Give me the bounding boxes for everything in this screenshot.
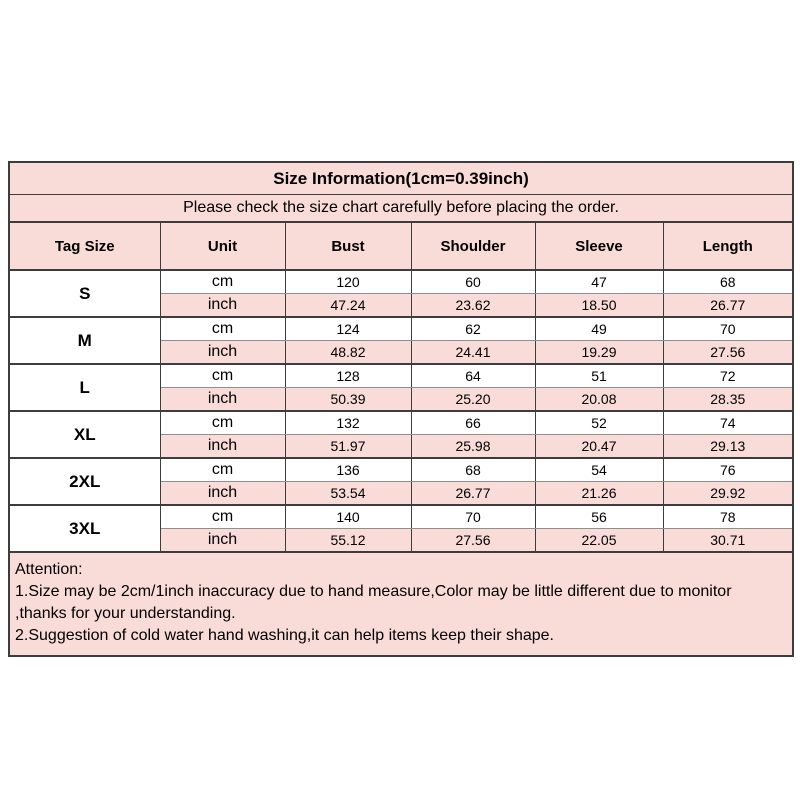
- measurement-cell: 25.98: [411, 435, 535, 459]
- measurement-cell: 53.54: [285, 482, 411, 506]
- measurement-cell: 52: [535, 411, 663, 435]
- subtitle-row: [9, 195, 793, 223]
- measurement-cell: 70: [663, 317, 793, 341]
- row-s-cm: [9, 270, 793, 294]
- measurement-cell: 24.41: [411, 341, 535, 365]
- measurement-cell: 120: [285, 270, 411, 294]
- measurement-cell: 76: [663, 458, 793, 482]
- measurement-cell: 68: [411, 458, 535, 482]
- measurement-cell: 18.50: [535, 294, 663, 318]
- measurement-cell: 29.92: [663, 482, 793, 506]
- measurement-cell: 124: [285, 317, 411, 341]
- measurement-cell: 21.26: [535, 482, 663, 506]
- measurement-cell: 47.24: [285, 294, 411, 318]
- column-header-shoulder: Shoulder: [411, 222, 535, 270]
- measurement-cell: 51: [535, 364, 663, 388]
- unit-label-cm: cm: [160, 505, 285, 529]
- measurement-cell: 27.56: [663, 341, 793, 365]
- unit-label-inch: inch: [160, 482, 285, 506]
- measurement-cell: 25.20: [411, 388, 535, 412]
- measurement-cell: 64: [411, 364, 535, 388]
- header-row: [9, 222, 793, 270]
- column-header-length: Length: [663, 222, 793, 270]
- unit-label-inch: inch: [160, 435, 285, 459]
- measurement-cell: 27.56: [411, 529, 535, 553]
- measurement-cell: 48.82: [285, 341, 411, 365]
- size-label: 2XL: [9, 458, 160, 505]
- measurement-cell: 26.77: [663, 294, 793, 318]
- row-m-cm: [9, 317, 793, 341]
- measurement-cell: 20.47: [535, 435, 663, 459]
- measurement-cell: 30.71: [663, 529, 793, 553]
- measurement-cell: 26.77: [411, 482, 535, 506]
- measurement-cell: 56: [535, 505, 663, 529]
- table-title: Size Information(1cm=0.39inch): [9, 162, 793, 195]
- measurement-cell: 47: [535, 270, 663, 294]
- measurement-cell: 60: [411, 270, 535, 294]
- measurement-cell: 49: [535, 317, 663, 341]
- measurement-cell: 140: [285, 505, 411, 529]
- size-label: 3XL: [9, 505, 160, 552]
- column-header-unit: Unit: [160, 222, 285, 270]
- measurement-cell: 74: [663, 411, 793, 435]
- measurement-cell: 128: [285, 364, 411, 388]
- attention-box: [9, 552, 793, 656]
- attention-note-1: 1.Size may be 2cm/1inch inaccuracy due to hand measure,Color may be little different due to monitor ,thanks for your understanding.: [15, 583, 732, 622]
- unit-label-inch: inch: [160, 294, 285, 318]
- size-label: L: [9, 364, 160, 411]
- attention-note-2: 2.Suggestion of cold water hand washing,it can help items keep their shape.: [15, 627, 554, 644]
- unit-label-cm: cm: [160, 317, 285, 341]
- unit-label-cm: cm: [160, 364, 285, 388]
- measurement-cell: 23.62: [411, 294, 535, 318]
- column-header-sleeve: Sleeve: [535, 222, 663, 270]
- measurement-cell: 29.13: [663, 435, 793, 459]
- unit-label-inch: inch: [160, 388, 285, 412]
- row-2xl-cm: [9, 458, 793, 482]
- unit-label-inch: inch: [160, 341, 285, 365]
- measurement-cell: 50.39: [285, 388, 411, 412]
- measurement-cell: 66: [411, 411, 535, 435]
- measurement-cell: 19.29: [535, 341, 663, 365]
- measurement-cell: 72: [663, 364, 793, 388]
- measurement-cell: 28.35: [663, 388, 793, 412]
- measurement-cell: 54: [535, 458, 663, 482]
- size-label: XL: [9, 411, 160, 458]
- unit-label-inch: inch: [160, 529, 285, 553]
- measurement-cell: 20.08: [535, 388, 663, 412]
- measurement-cell: 68: [663, 270, 793, 294]
- measurement-cell: 62: [411, 317, 535, 341]
- measurement-cell: 51.97: [285, 435, 411, 459]
- row-3xl-cm: [9, 505, 793, 529]
- measurement-cell: 136: [285, 458, 411, 482]
- attention-row: [9, 552, 793, 656]
- column-header-bust: Bust: [285, 222, 411, 270]
- row-xl-cm: [9, 411, 793, 435]
- measurement-cell: 78: [663, 505, 793, 529]
- column-header-tag-size: Tag Size: [9, 222, 160, 270]
- title-row: [9, 162, 793, 195]
- unit-label-cm: cm: [160, 270, 285, 294]
- measurement-cell: 55.12: [285, 529, 411, 553]
- size-label: S: [9, 270, 160, 317]
- size-label: M: [9, 317, 160, 364]
- unit-label-cm: cm: [160, 411, 285, 435]
- unit-label-cm: cm: [160, 458, 285, 482]
- measurement-cell: 22.05: [535, 529, 663, 553]
- measurement-cell: 70: [411, 505, 535, 529]
- measurement-cell: 132: [285, 411, 411, 435]
- table-subtitle: Please check the size chart carefully before placing the order.: [9, 195, 793, 223]
- row-l-cm: [9, 364, 793, 388]
- attention-heading: Attention:: [15, 561, 83, 578]
- size-chart-table: [8, 161, 794, 657]
